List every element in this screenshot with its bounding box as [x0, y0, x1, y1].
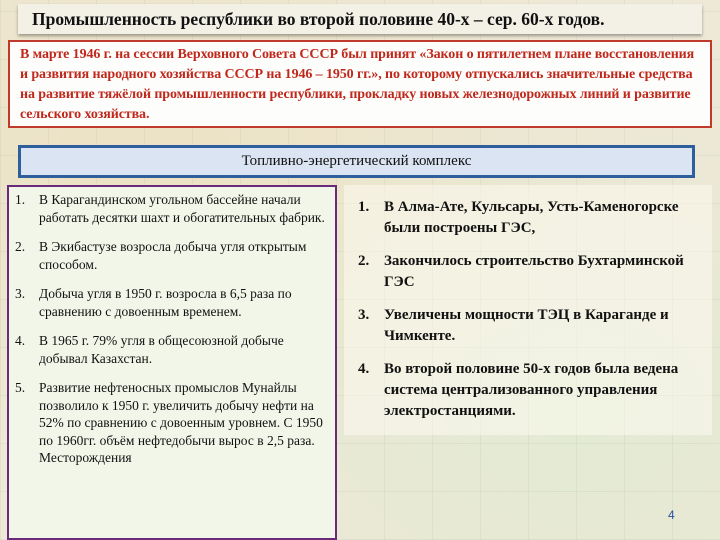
list-item-text: Добыча угля в 1950 г. возросла в 6,5 раза по сравнению с довоенным временем.: [39, 286, 292, 319]
page-number: 4: [668, 508, 675, 522]
list-item: [15, 238, 329, 273]
list-item-number: 1.: [358, 199, 370, 215]
coal-oil-list-box: [7, 185, 337, 540]
slide-title: Промышленность республики во второй половине 40-х – сер. 60-х годов.: [18, 4, 702, 34]
list-item-number: 4.: [15, 333, 26, 348]
list-item: [358, 251, 706, 293]
section-header: Топливно-энергетический комплекс: [18, 145, 695, 178]
list-item-number: 1.: [15, 192, 26, 207]
list-item-number: 3.: [15, 286, 26, 301]
list-item: [15, 332, 329, 367]
list-item-number: 2.: [358, 253, 370, 269]
list-item: [15, 191, 329, 226]
list-item-text: Закончилось строительство Бухтарминской ГЭС: [384, 253, 684, 290]
list-item-number: 4.: [358, 361, 370, 377]
list-item-text: Увеличены мощности ТЭЦ в Караганде и Чимкенте.: [384, 307, 669, 344]
list-item-text: Развитие нефтеносных промыслов Мунайлы позволило к 1950 г. увеличить добычу нефти на 52% по сравнению с довоенным уровнем. С 1950 по 1960гг. объём нефтедобычи вырос в 2,5 раза. Месторождения: [39, 380, 323, 465]
list-item-text: В Алма-Ате, Кульсары, Усть-Каменогорске были построены ГЭС,: [384, 199, 679, 236]
intro-text-box: В марте 1946 г. на сессии Верховного Совета СССР был принят «Закон о пятилетнем плане восстановления и развития народного хозяйства СССР на 1946 – 1950 гг.», по которому отпускались значительные средства на развитие тяжёлой промышленности республики, прокладку новых железнодорожных линий и развитие сельского хозяйства.: [8, 40, 712, 128]
list-item-number: 2.: [15, 239, 26, 254]
list-item-number: 3.: [358, 307, 370, 323]
power-list-box: [344, 185, 712, 435]
list-item-text: В 1965 г. 79% угля в общесоюзной добыче добывал Казахстан.: [39, 333, 284, 366]
coal-oil-list: [9, 187, 335, 467]
list-item: [358, 359, 706, 422]
list-item-text: В Экибастузе возросла добыча угля открытым способом.: [39, 239, 307, 272]
list-item-number: 5.: [15, 380, 26, 395]
list-item: [358, 197, 706, 239]
list-item-text: В Карагандинском угольном бассейне начали работать десятки шахт и обогатительных фабрик.: [39, 192, 325, 225]
list-item: [15, 379, 329, 467]
list-item-text: Во второй половине 50-х годов была ведена система централизованного управления электростанциями.: [384, 361, 679, 419]
list-item: [15, 285, 329, 320]
list-item: [358, 305, 706, 347]
power-list: [344, 185, 712, 422]
